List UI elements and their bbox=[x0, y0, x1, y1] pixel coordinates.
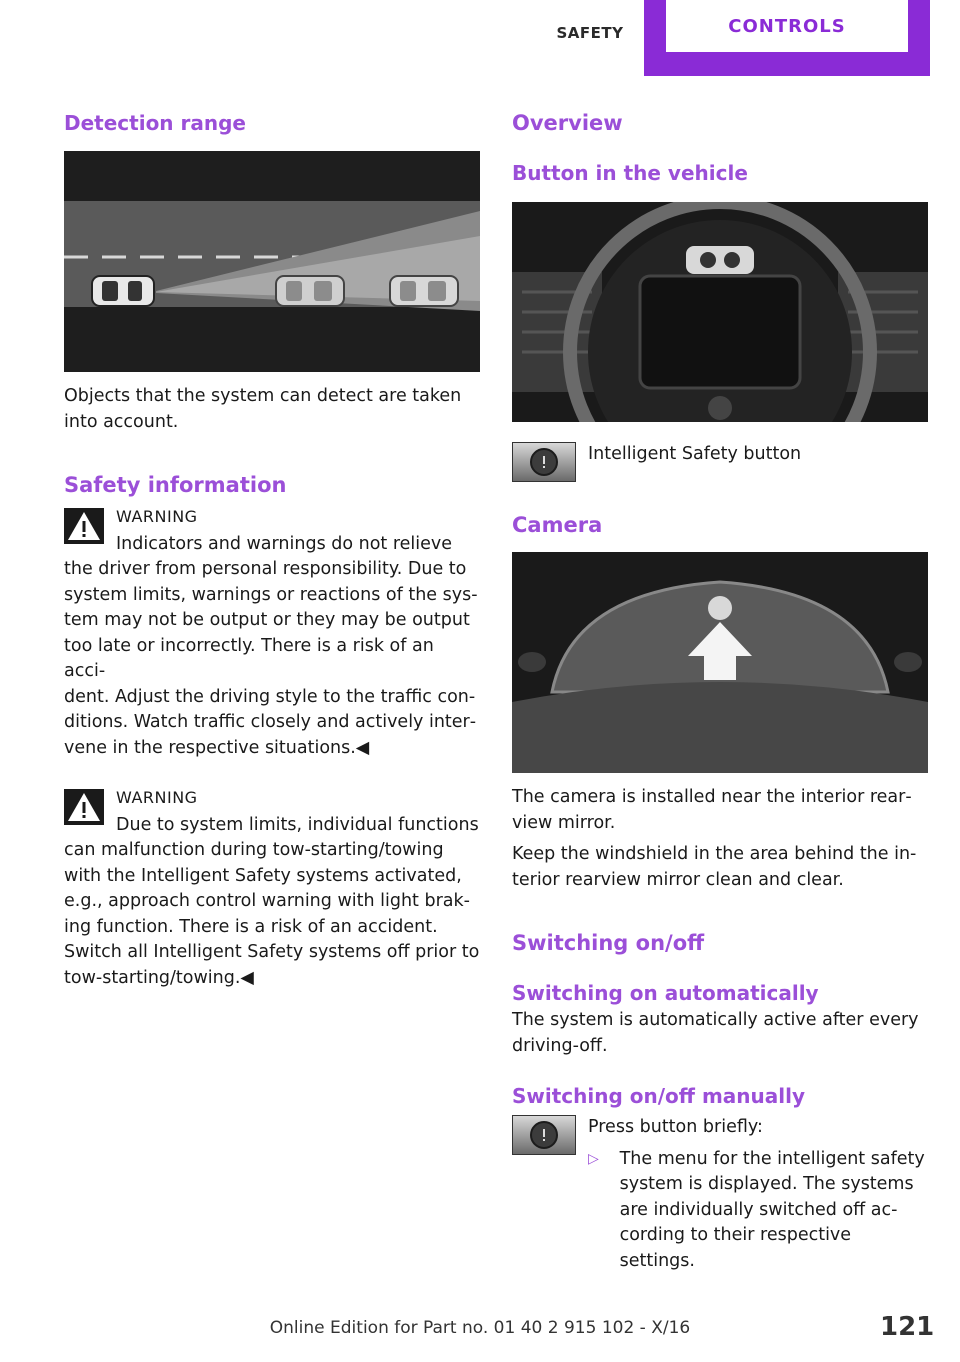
switching-auto-heading: Switching on automatically bbox=[512, 981, 819, 1005]
footer-edition: Online Edition for Part no. 01 40 2 915 102 - X/16 bbox=[269, 1318, 691, 1338]
warning-body-line: vene in the respective situations.◀ bbox=[64, 737, 370, 758]
header-chapter-label: CONTROLS bbox=[666, 0, 908, 52]
warning-body-line: e.g., approach control warning with light brak‐ bbox=[64, 891, 470, 911]
warning-triangle-icon bbox=[64, 789, 104, 825]
left-column bbox=[64, 108, 480, 991]
camera-text-line: Keep the windshield in the area behind the in‐ bbox=[512, 844, 917, 864]
intelligent-safety-button-icon bbox=[512, 1115, 576, 1155]
switching-manual-text: Press button briefly: bbox=[588, 1117, 763, 1137]
warning-body-line: dent. Adjust the driving style to the traffic con‐ bbox=[64, 686, 476, 707]
bullet-line: system is displayed. The systems bbox=[619, 1174, 914, 1194]
intelligent-safety-button-caption: Intelligent Safety button bbox=[588, 444, 802, 464]
warning-body-line: ditions. Watch traffic closely and actively inter‐ bbox=[64, 712, 477, 732]
header-chapter-tab bbox=[644, 0, 930, 76]
warning-body-line: ing function. There is a risk of an accident. bbox=[64, 916, 438, 937]
warning-body-line: too late or incorrectly. There is a risk of an acci‐ bbox=[64, 635, 434, 681]
camera-text-line: The camera is installed near the interior rear‐ bbox=[512, 787, 912, 807]
windshield-camera-photo bbox=[512, 552, 928, 773]
switching-auto-line: driving-off. bbox=[512, 1035, 608, 1056]
warning-first-line: Due to system limits, individual functions bbox=[116, 814, 479, 835]
switching-heading: Switching on/off bbox=[512, 931, 705, 955]
right-column bbox=[512, 108, 928, 1274]
warning-body-line: with the Intelligent Safety systems activated, bbox=[64, 865, 462, 886]
warning-body-line: tow-starting/towing.◀ bbox=[64, 967, 254, 988]
safety-information-heading: Safety information bbox=[64, 473, 287, 497]
dashboard-button-photo bbox=[512, 202, 928, 422]
warning-body-line: can malfunction during tow-starting/towing bbox=[64, 840, 444, 860]
switching-auto-line: The system is automatically active after every bbox=[512, 1010, 919, 1030]
warning-body-line: system limits, warnings or reactions of the sys‐ bbox=[64, 584, 478, 605]
bullet-line: The menu for the intelligent safety bbox=[619, 1148, 925, 1169]
header-section-label: SAFETY bbox=[556, 24, 624, 42]
warning-block-1 bbox=[64, 504, 480, 761]
intelligent-safety-button-icon bbox=[512, 442, 576, 482]
detection-range-caption: Objects that the system can detect are taken into account. bbox=[64, 386, 462, 432]
warning-block-2 bbox=[64, 785, 480, 991]
camera-heading: Camera bbox=[512, 513, 603, 537]
warning-label: WARNING bbox=[116, 507, 198, 526]
page-number: 121 bbox=[880, 1312, 935, 1342]
camera-text-line: terior rearview mirror clean and clear. bbox=[512, 869, 844, 890]
detection-range-illustration bbox=[64, 151, 480, 372]
warning-body-line: Switch all Intelligent Safety systems off prior to bbox=[64, 942, 480, 962]
intelligent-safety-button-row bbox=[512, 442, 928, 482]
button-in-vehicle-heading: Button in the vehicle bbox=[512, 161, 748, 185]
warning-label: WARNING bbox=[116, 788, 198, 807]
warning-body-line: tem may not be output or they may be output bbox=[64, 610, 470, 630]
bullet-line: are individually switched off ac‐ bbox=[619, 1199, 898, 1220]
detection-range-heading: Detection range bbox=[64, 111, 246, 135]
switching-manual-heading: Switching on/off manually bbox=[512, 1084, 806, 1108]
camera-text-line: view mirror. bbox=[512, 812, 616, 833]
bullet-line: cording to their respective settings. bbox=[619, 1225, 852, 1271]
switching-manual-block bbox=[512, 1115, 928, 1274]
warning-first-line: Indicators and warnings do not relieve bbox=[116, 533, 453, 554]
overview-heading: Overview bbox=[512, 111, 623, 135]
warning-body-line: the driver from personal responsibility. Due to bbox=[64, 559, 467, 579]
switching-manual-bullet bbox=[588, 1147, 928, 1275]
bullet-marker: ▷ bbox=[588, 1150, 599, 1167]
warning-triangle-icon bbox=[64, 508, 104, 544]
